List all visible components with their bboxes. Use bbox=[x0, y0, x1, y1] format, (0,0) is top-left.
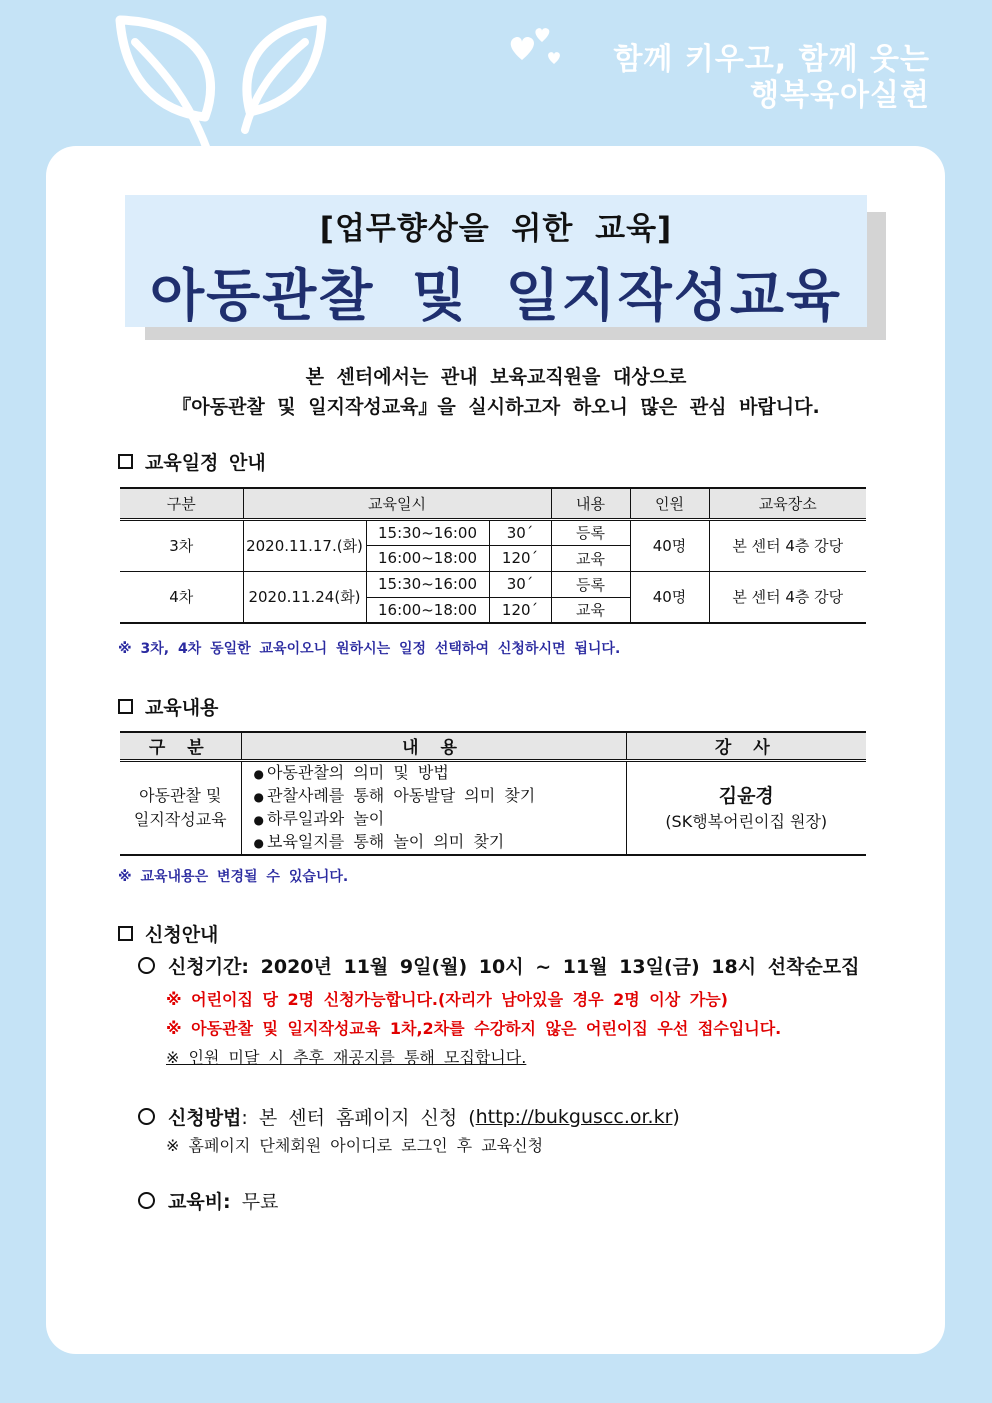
circle-bullet-icon bbox=[138, 957, 155, 974]
hearts-icon bbox=[508, 20, 568, 68]
header-cell: 교육장소 bbox=[709, 488, 866, 519]
fee-label: 교육비: bbox=[168, 1191, 231, 1213]
date-cell: 2020.11.24(화) bbox=[243, 571, 366, 623]
checkbox-square-icon bbox=[118, 926, 133, 941]
time-cell: 16:00~18:00 bbox=[366, 597, 489, 623]
period-value: : 2020년 11월 9일(월) 10시 ~ 11월 13일(금) 18시 선착순모집 bbox=[241, 956, 860, 978]
header-cell: 구 분 bbox=[120, 732, 241, 760]
date-cell: 2020.11.17.(화) bbox=[243, 519, 366, 571]
method-label: 신청방법 bbox=[168, 1107, 242, 1129]
red-note-1: ※ 어린이집 당 2명 신청가능합니다.(자리가 남아있을 경우 2명 이상 가능) bbox=[166, 990, 728, 1009]
schedule-heading-text: 교육일정 안내 bbox=[145, 452, 266, 474]
apply-period bbox=[138, 952, 859, 979]
method-value: : 본 센터 홈페이지 신청 ( bbox=[241, 1107, 476, 1129]
duration-cell: 120´ bbox=[489, 545, 551, 571]
content-note: ※ 교육내용은 변경될 수 있습니다. bbox=[118, 869, 349, 885]
time-cell: 16:00~18:00 bbox=[366, 545, 489, 571]
underline-note: ※ 인원 미달 시 추후 재공지를 통해 모집합니다. bbox=[166, 1048, 527, 1067]
capacity-cell: 40명 bbox=[630, 519, 709, 571]
slogan bbox=[613, 42, 930, 114]
place-cell: 본 센터 4층 강당 bbox=[709, 571, 866, 623]
table-row bbox=[120, 519, 866, 545]
slogan-line1: 함께 키우고, 함께 웃는 bbox=[613, 42, 930, 77]
schedule-heading bbox=[118, 448, 266, 475]
fee-value: 무료 bbox=[230, 1191, 279, 1213]
header-cell: 강 사 bbox=[626, 732, 866, 760]
table-header-row bbox=[120, 732, 866, 760]
apply-period-row bbox=[138, 952, 859, 979]
list-item: ● 보육일지를 통해 놀이 의미 찾기 bbox=[254, 831, 626, 854]
apply-method-row bbox=[138, 1103, 680, 1130]
content-cell: 등록 bbox=[551, 519, 630, 545]
content-cell: 등록 bbox=[551, 571, 630, 597]
apply-heading bbox=[118, 920, 218, 947]
circle-bullet-icon bbox=[138, 1108, 155, 1125]
header-cell: 내용 bbox=[551, 488, 630, 519]
items-cell bbox=[241, 760, 626, 855]
round-cell: 4차 bbox=[120, 571, 243, 623]
list-item: ● 아동관찰의 의미 및 방법 bbox=[254, 762, 626, 785]
header-cell: 인원 bbox=[630, 488, 709, 519]
content-cell: 교육 bbox=[551, 545, 630, 571]
apply-heading-text: 신청안내 bbox=[145, 924, 219, 946]
apply-fee-row bbox=[138, 1187, 278, 1214]
list-item: ● 관찰사례를 통해 아동발달 의미 찾기 bbox=[254, 785, 626, 808]
content-table bbox=[120, 731, 866, 856]
category-line1: 아동관찰 및 bbox=[139, 785, 222, 805]
title-box bbox=[125, 195, 867, 327]
category-line2: 일지작성교육 bbox=[133, 809, 227, 829]
method-close: ) bbox=[672, 1105, 680, 1128]
content-list bbox=[242, 762, 626, 854]
schedule-table bbox=[120, 487, 866, 624]
homepage-link[interactable]: http://bukguscc.or.kr bbox=[475, 1105, 673, 1128]
time-cell: 15:30~16:00 bbox=[366, 519, 489, 545]
duration-cell: 30´ bbox=[489, 571, 551, 597]
intro-text bbox=[0, 362, 992, 422]
apply-fee bbox=[138, 1187, 278, 1214]
content-heading bbox=[118, 693, 218, 720]
red-note-2: ※ 아동관찰 및 일지작성교육 1차,2차를 수강하지 않은 어린이집 우선 접수입니다. bbox=[166, 1019, 782, 1038]
apply-method bbox=[138, 1103, 680, 1130]
circle-bullet-icon bbox=[138, 1192, 155, 1209]
table-row bbox=[120, 571, 866, 597]
checkbox-square-icon bbox=[118, 454, 133, 469]
lecturer-title: (SK행복어린이집 원장) bbox=[665, 812, 828, 831]
intro-line1: 본 센터에서는 관내 보육교직원을 대상으로 bbox=[305, 366, 687, 388]
slogan-line2: 행복육아실현 bbox=[750, 78, 930, 113]
lecturer-cell bbox=[626, 760, 866, 855]
page-subtitle: [업무향상을 위한 교육] bbox=[319, 211, 673, 247]
intro-line2: 『아동관찰 및 일지작성교육』을 실시하고자 하오니 많은 관심 바랍니다. bbox=[172, 396, 820, 418]
checkbox-square-icon bbox=[118, 699, 133, 714]
page-title: 아동관찰 및 일지작성교육 bbox=[149, 264, 843, 329]
time-cell: 15:30~16:00 bbox=[366, 571, 489, 597]
leaf-icon bbox=[110, 12, 340, 152]
table-row bbox=[120, 760, 866, 855]
round-cell: 3차 bbox=[120, 519, 243, 571]
table-header-row bbox=[120, 488, 866, 519]
content-heading-text: 교육내용 bbox=[145, 697, 219, 719]
content-cell: 교육 bbox=[551, 597, 630, 623]
lecturer-name: 김윤경 bbox=[718, 785, 774, 807]
header-cell: 구분 bbox=[120, 488, 243, 519]
header-cell: 교육일시 bbox=[243, 488, 551, 519]
method-note: ※ 홈페이지 단체회원 아이디로 로그인 후 교육신청 bbox=[166, 1136, 544, 1155]
category-cell bbox=[120, 760, 241, 855]
capacity-cell: 40명 bbox=[630, 571, 709, 623]
duration-cell: 30´ bbox=[489, 519, 551, 545]
header-cell: 내 용 bbox=[241, 732, 626, 760]
list-item: ● 하루일과와 놀이 bbox=[254, 808, 626, 831]
duration-cell: 120´ bbox=[489, 597, 551, 623]
place-cell: 본 센터 4층 강당 bbox=[709, 519, 866, 571]
period-label: 신청기간 bbox=[168, 956, 242, 978]
schedule-note: ※ 3차, 4차 동일한 교육이오니 원하시는 일정 선택하여 신청하시면 됩니다. bbox=[118, 641, 621, 657]
